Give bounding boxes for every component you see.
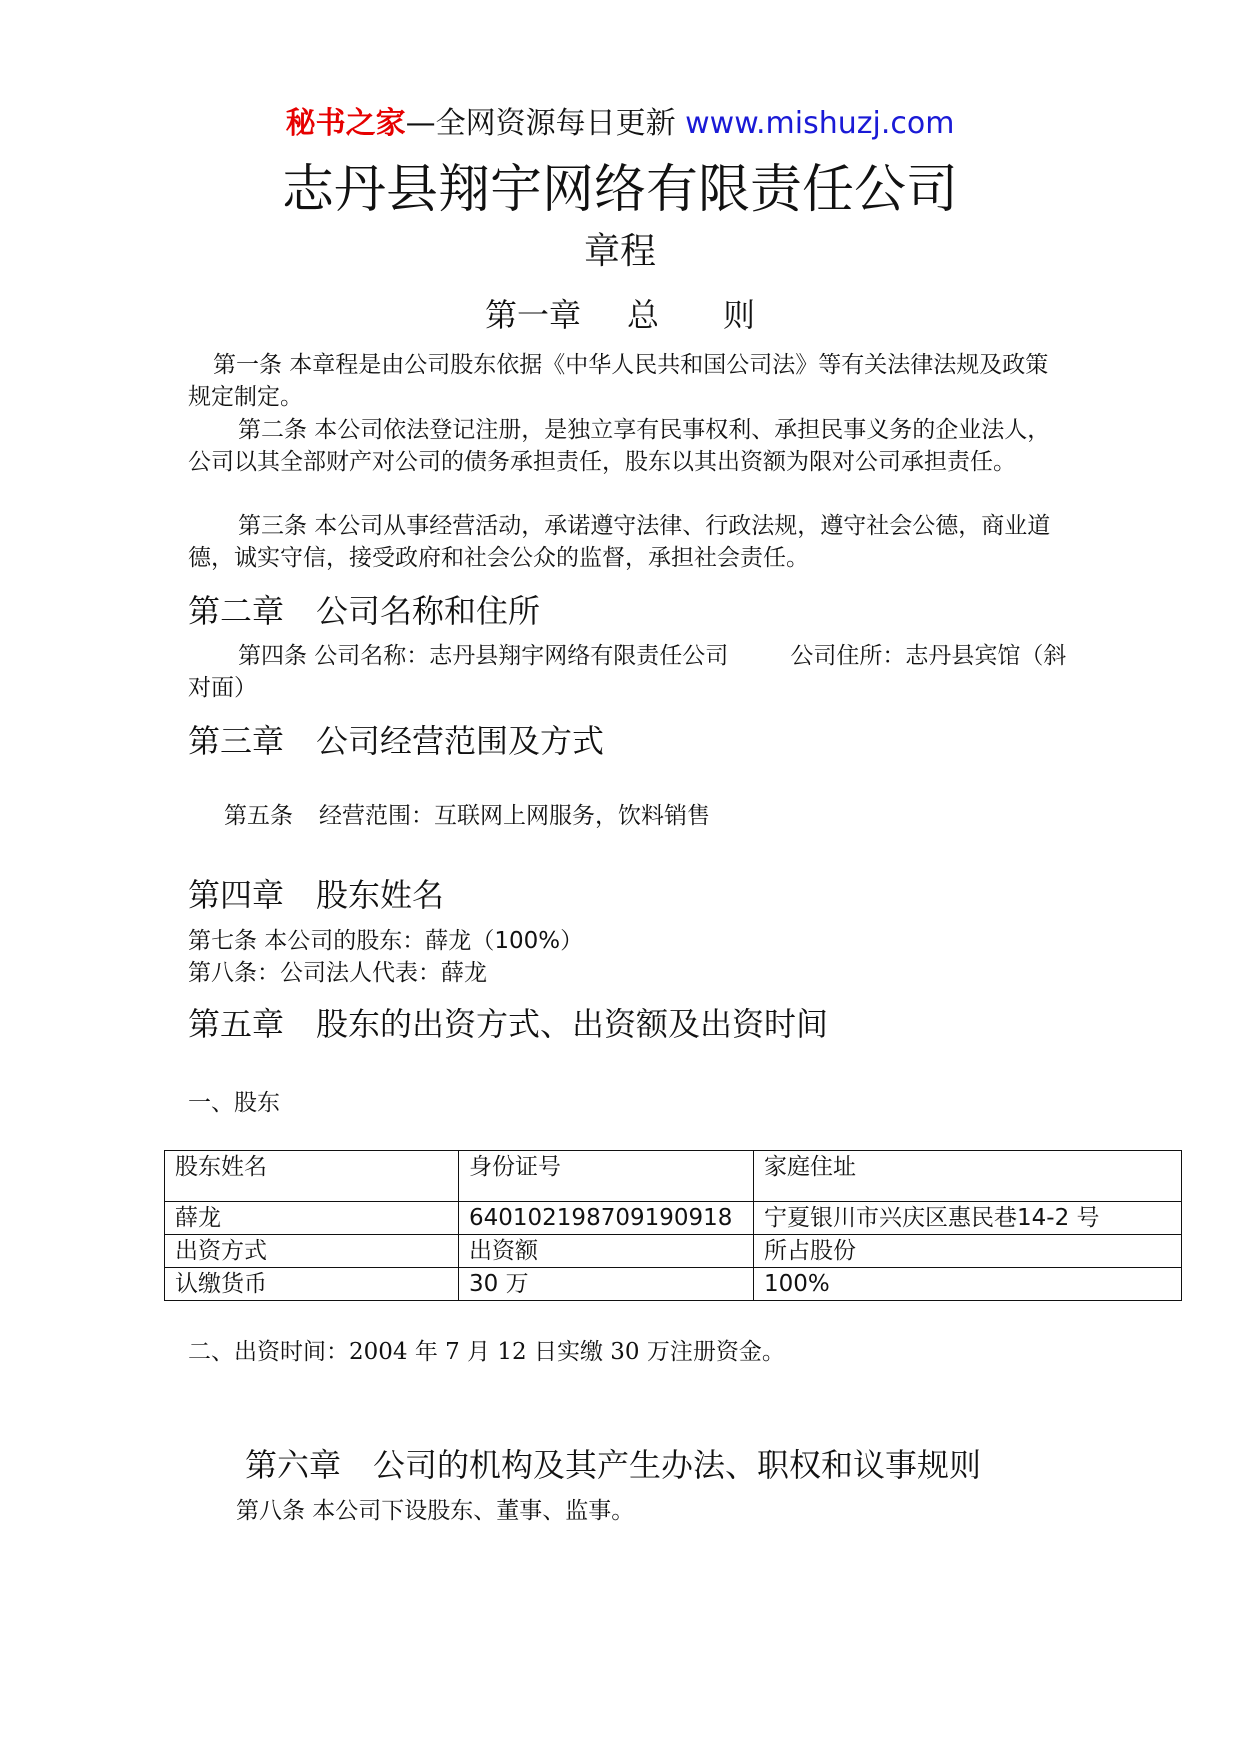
chapter-3-label: 第三章 — [188, 722, 285, 760]
chapter-3-heading — [188, 720, 604, 762]
chapter-5-heading — [188, 1003, 828, 1045]
banner-slogan: —全网资源每日更新 — [405, 106, 676, 141]
banner-brand: 秘书之家 — [285, 106, 406, 141]
chapter-3-title: 公司经营范围及方式 — [316, 722, 605, 760]
article-2: 第二条 本公司依法登记注册，是独立享有民事权利、承担民事义务的企业法人，公司以其全部财产对公司的债务承担责任，股东以其出资额为限对公司承担责任。 — [188, 417, 1051, 475]
table-cell-id: 640102198709190918 — [459, 1202, 754, 1235]
table-row — [165, 1202, 1182, 1235]
amount-number: 30 — [469, 1271, 499, 1297]
chapter-1-title: 总 — [626, 296, 659, 334]
table-cell-amount — [459, 1268, 754, 1301]
article-8-organization: 第八条 本公司下设股东、董事、监事。 — [236, 1498, 635, 1524]
site-banner — [0, 104, 1240, 144]
chapter-6-label: 第六章 — [245, 1446, 342, 1484]
chapter-1-heading — [0, 294, 1240, 336]
article-4-address: 公司住所：志丹县宾馆（斜对面） — [188, 643, 1067, 701]
table-header-address: 家庭住址 — [754, 1151, 1182, 1202]
document-subtitle: 章程 — [583, 231, 656, 272]
chapter-1-label: 第一章 — [484, 296, 581, 334]
table-cell-method-header: 出资方式 — [165, 1235, 459, 1268]
table-cell-share-header: 所占股份 — [754, 1235, 1182, 1268]
investment-time: 二、出资时间：2004 年 7 月 12 日实缴 30 万注册资金。 — [188, 1339, 785, 1365]
table-cell-amount-header: 出资额 — [459, 1235, 754, 1268]
table-cell-address — [754, 1202, 1182, 1235]
amount-unit: 万 — [505, 1271, 529, 1297]
table-cell-name: 薛龙 — [165, 1202, 459, 1235]
article-4 — [188, 640, 1068, 704]
article-8: 第八条：公司法人代表：薛龙 — [188, 960, 487, 986]
article-1: 第一条 本章程是由公司股东依据《中华人民共和国公司法》等有关法律法规及政策规定制定。 — [188, 352, 1049, 410]
table-row — [165, 1268, 1182, 1301]
chapter-2-label: 第二章 — [188, 592, 285, 630]
shareholder-table — [164, 1150, 1182, 1301]
address-part-3: 号 — [1076, 1205, 1100, 1231]
chapter-4-label: 第四章 — [188, 876, 285, 914]
article-5-label: 第五条 — [224, 803, 293, 829]
article-7 — [188, 925, 583, 957]
chapter-6-heading — [245, 1444, 981, 1486]
table-cell-share: 100% — [754, 1268, 1182, 1301]
article-5 — [224, 800, 710, 832]
address-part-1: 宁夏银川市兴庆区惠民巷 — [764, 1205, 1017, 1231]
chapter-1-title-2: 则 — [723, 296, 756, 334]
article-5-text: 经营范围：互联网上网服务，饮料销售 — [319, 803, 710, 829]
table-cell-method: 认缴货币 — [165, 1268, 459, 1301]
chapter-2-heading — [188, 590, 540, 632]
chapter-4-heading — [188, 874, 444, 916]
banner-url-link[interactable]: www.mishuzj.com — [685, 106, 955, 141]
table-header-row — [165, 1151, 1182, 1202]
article-3: 第三条 本公司从事经营活动，承诺遵守法律、行政法规，遵守社会公德，商业道德，诚实守信，接受政府和社会公众的监督，承担社会责任。 — [188, 513, 1051, 571]
address-part-2: 14-2 — [1017, 1205, 1070, 1231]
table-row — [165, 1235, 1182, 1268]
document-title: 志丹县翔宇网络有限责任公司 — [281, 160, 958, 220]
chapter-4-title: 股东姓名 — [316, 876, 445, 914]
chapter-2-title: 公司名称和住所 — [316, 592, 541, 630]
chapter-6-title: 公司的机构及其产生办法、职权和议事规则 — [373, 1446, 982, 1484]
chapter-5-title: 股东的出资方式、出资额及出资时间 — [316, 1005, 829, 1043]
article-4-name: 第四条 公司名称：志丹县翔宇网络有限责任公司 — [238, 643, 729, 669]
chapter-5-label: 第五章 — [188, 1005, 285, 1043]
article-7-label: 第七条 本公司的股东：薛龙 — [188, 928, 472, 954]
table-header-id: 身份证号 — [459, 1151, 754, 1202]
article-7-percent: （100%） — [471, 928, 584, 954]
table-header-name: 股东姓名 — [165, 1151, 459, 1202]
shareholders-heading: 一、股东 — [188, 1090, 280, 1116]
